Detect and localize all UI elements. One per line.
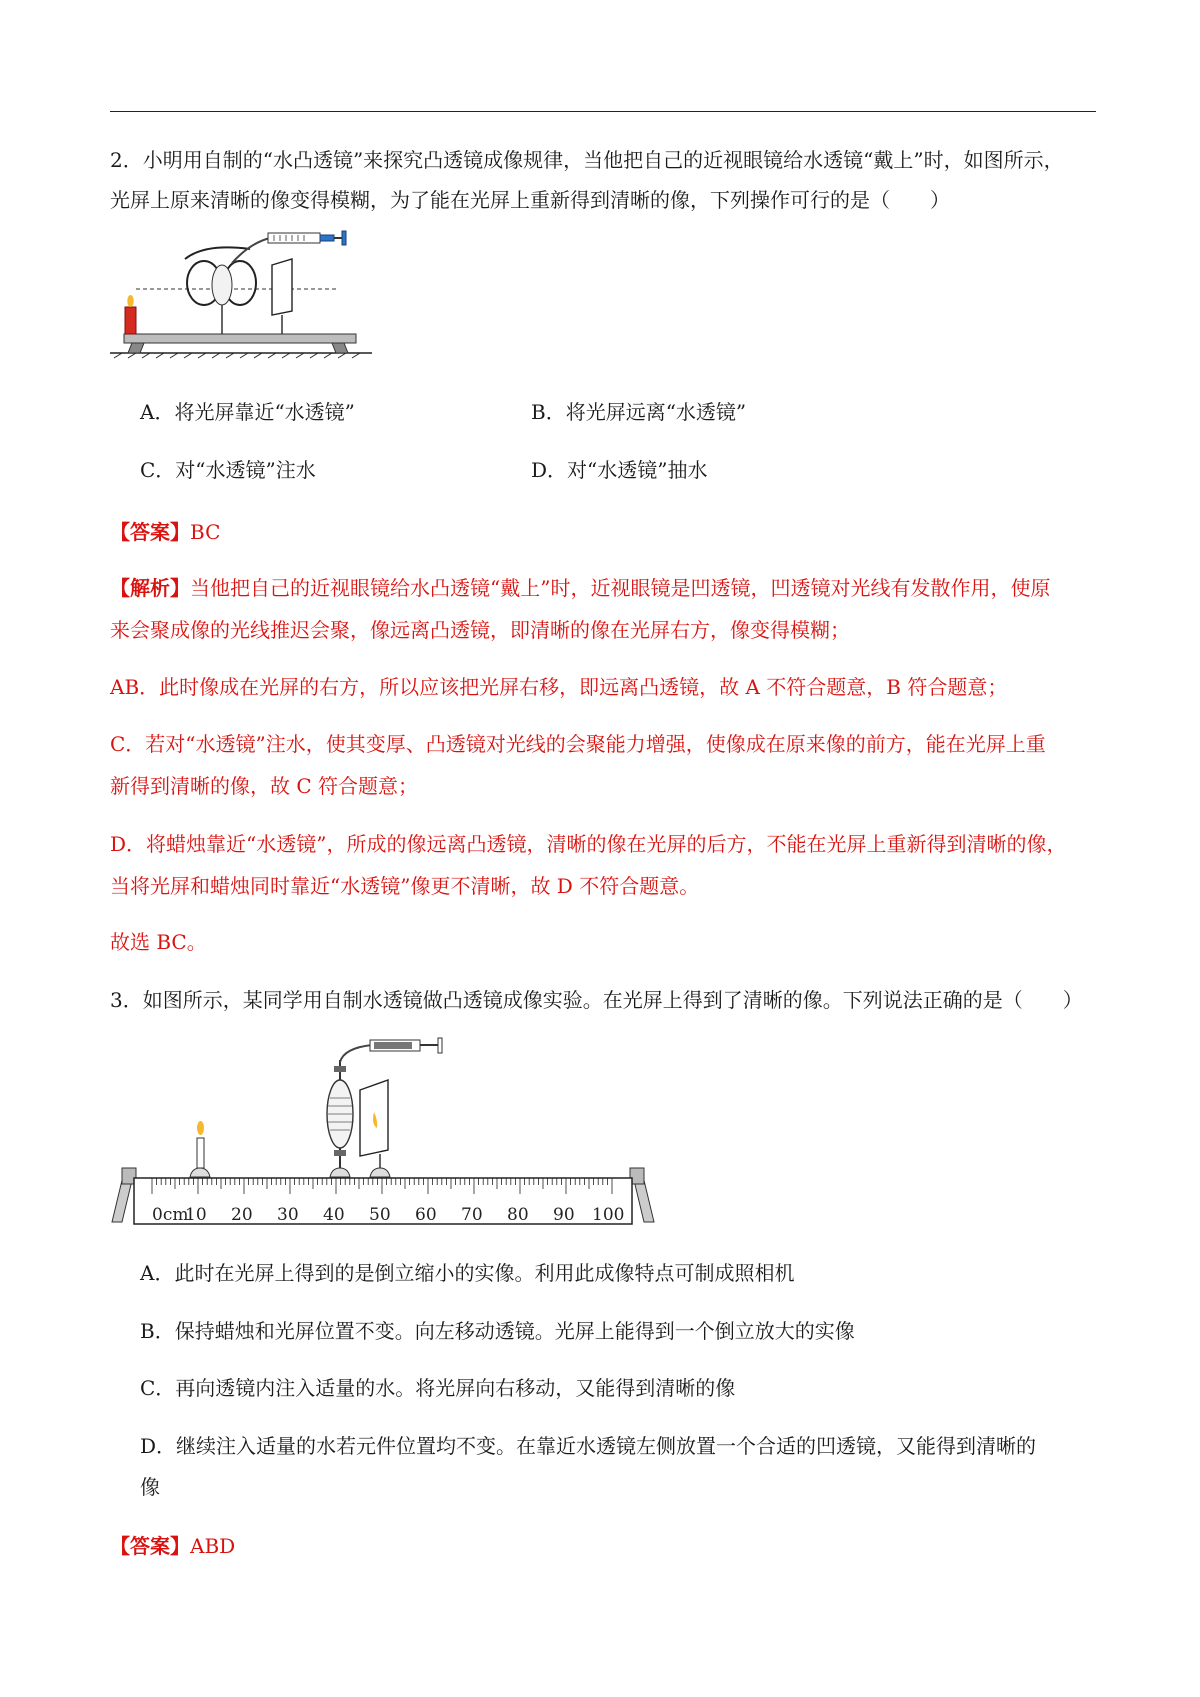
ruler-label-70: 70 <box>461 1205 483 1225</box>
ruler-label-60: 60 <box>415 1205 437 1225</box>
ruler-label-80: 80 <box>507 1205 529 1225</box>
answer-value: BC <box>190 520 221 544</box>
q2-conclusion: 故选 BC。 <box>110 930 207 954</box>
q2-analysis-d-line2: 当将光屏和蜡烛同时靠近“水透镜”像更不清晰，故 D 不符合题意。 <box>110 874 700 898</box>
q2-stem-line2: 光屏上原来清晰的像变得模糊，为了能在光屏上重新得到清晰的像，下列操作可行的是（ ） <box>110 188 950 212</box>
q2-option-c: C．对“水透镜”注水 <box>140 458 316 482</box>
q2-analysis-ab: AB．此时像成在光屏的右方，所以应该把光屏右移，即远离凸透镜，故 A 不符合题意，B 符合题意； <box>110 675 1008 699</box>
ruler-label-40: 40 <box>323 1205 345 1225</box>
ruler-label-20: 20 <box>231 1205 253 1225</box>
q3-option-d-line2: 像 <box>140 1475 160 1499</box>
q2-analysis-d-line1: D．将蜡烛靠近“水透镜”，所成的像远离凸透镜，清晰的像在光屏的后方，不能在光屏上重新得到清晰的像， <box>110 832 1067 856</box>
q2-analysis-line2: 来会聚成像的光线推迟会聚，像远离凸透镜，即清晰的像在光屏右方，像变得模糊； <box>110 618 850 642</box>
q3-option-b: B．保持蜡烛和光屏位置不变。向左移动透镜。光屏上能得到一个倒立放大的实像 <box>140 1319 855 1343</box>
ruler-label-90: 90 <box>553 1205 575 1225</box>
q2-figure-water-lens-setup <box>110 233 375 358</box>
ruler-label-10: 10 <box>185 1205 207 1225</box>
ruler-label-50: 50 <box>369 1205 391 1225</box>
q3-figure-optical-bench <box>112 1040 657 1230</box>
analysis-tag: 【解析】 <box>110 576 190 600</box>
ruler-label-30: 30 <box>277 1205 299 1225</box>
q2-option-a: A．将光屏靠近“水透镜” <box>140 400 355 424</box>
q2-analysis-c-line2: 新得到清晰的像，故 C 符合题意； <box>110 774 419 798</box>
q2-stem-line1: 2．小明用自制的“水凸透镜”来探究凸透镜成像规律，当他把自己的近视眼镜给水透镜“戴上”时，如图所示， <box>110 148 1064 172</box>
ruler-label-0: 0cm <box>152 1205 189 1225</box>
answer-tag: 【答案】 <box>110 1534 190 1558</box>
header-rule <box>110 111 1096 112</box>
q2-analysis-line1: 【解析】当他把自己的近视眼镜给水凸透镜“戴上”时，近视眼镜是凹透镜，凹透镜对光线有发散作用，使原 <box>110 576 1051 600</box>
q2-option-d: D．对“水透镜”抽水 <box>531 458 708 482</box>
answer-tag: 【答案】 <box>110 520 190 544</box>
q3-stem: 3．如图所示，某同学用自制水透镜做凸透镜成像实验。在光屏上得到了清晰的像。下列说法正确的是（ ） <box>110 988 1083 1012</box>
q3-option-a: A．此时在光屏上得到的是倒立缩小的实像。利用此成像特点可制成照相机 <box>140 1261 795 1285</box>
q3-answer <box>110 1526 1100 1566</box>
q3-option-c: C．再向透镜内注入适量的水。将光屏向右移动，又能得到清晰的像 <box>140 1376 736 1400</box>
ruler-label-100: 100 <box>592 1205 625 1225</box>
q2-analysis-c-line1: C．若对“水透镜”注水，使其变厚、凸透镜对光线的会聚能力增强，使像成在原来像的前方，能在光屏上重 <box>110 732 1046 756</box>
q2-option-b: B．将光屏远离“水透镜” <box>531 400 747 424</box>
q2-answer <box>110 512 1100 552</box>
answer-value: ABD <box>190 1534 236 1558</box>
q3-option-d-line1: D．继续注入适量的水若元件位置均不变。在靠近水透镜左侧放置一个合适的凹透镜，又能得到清晰的 <box>140 1434 1037 1458</box>
